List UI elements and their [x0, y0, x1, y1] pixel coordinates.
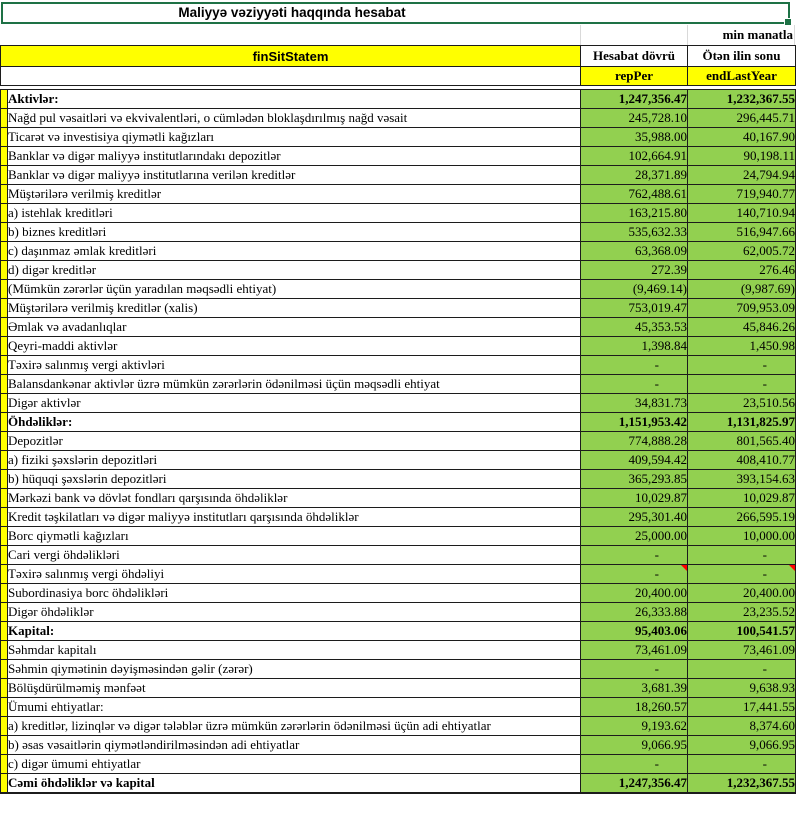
row-marker-cell[interactable]	[1, 736, 8, 755]
row-label-cell[interactable]: b) hüquqi şəxslərin depozitləri	[8, 470, 581, 489]
value-cell[interactable]: 34,831.73	[581, 394, 688, 413]
row-label-cell[interactable]: a) kreditlər, lizinqlər və digər tələblər üzrə mümkün zərərlərin ödənilməsi üçün adi ehtiyatlar	[8, 717, 581, 736]
value-cell[interactable]: 28,371.89	[581, 166, 688, 185]
value-cell[interactable]: 1,450.98	[688, 337, 796, 356]
value-cell[interactable]: 9,066.95	[688, 736, 796, 755]
value-cell[interactable]: 26,333.88	[581, 603, 688, 622]
value-cell[interactable]: 272.39	[581, 261, 688, 280]
row-marker-cell[interactable]	[1, 242, 8, 261]
value-cell[interactable]: 62,005.72	[688, 242, 796, 261]
value-cell[interactable]: 516,947.66	[688, 223, 796, 242]
value-cell[interactable]: 90,198.11	[688, 147, 796, 166]
value-cell[interactable]: 801,565.40	[688, 432, 796, 451]
table-row	[1, 413, 796, 432]
row-marker-cell[interactable]	[1, 128, 8, 147]
row-marker-cell[interactable]	[1, 679, 8, 698]
row-marker-cell[interactable]	[1, 660, 8, 679]
value-cell[interactable]: 1,151,953.42	[581, 413, 688, 432]
row-label-cell[interactable]: Təxirə salınmış vergi aktivləri	[8, 356, 581, 375]
column-header-reporting-period[interactable]: Hesabat dövrü	[581, 46, 688, 67]
gridline	[580, 25, 581, 45]
value-cell[interactable]: 35,988.00	[581, 128, 688, 147]
value-cell[interactable]: 20,400.00	[581, 584, 688, 603]
row-label-cell[interactable]: c) daşınmaz əmlak kreditləri	[8, 242, 581, 261]
table-row	[1, 451, 796, 470]
column-code-reporting-period[interactable]: repPer	[581, 67, 688, 86]
value-cell[interactable]: 245,728.10	[581, 109, 688, 128]
row-label-cell[interactable]: Borc qiymətli kağızları	[8, 527, 581, 546]
row-label-cell[interactable]: Depozitlər	[8, 432, 581, 451]
value-cell[interactable]: 10,029.87	[688, 489, 796, 508]
row-marker-cell[interactable]	[1, 166, 8, 185]
table-row	[1, 698, 796, 717]
table-row	[1, 242, 796, 261]
value-cell[interactable]: 1,247,356.47	[581, 774, 688, 793]
value-cell[interactable]: 24,794.94	[688, 166, 796, 185]
row-marker-cell[interactable]	[1, 584, 8, 603]
table-row	[1, 717, 796, 736]
row-label-cell[interactable]: Qeyri-maddi aktivlər	[8, 337, 581, 356]
value-cell[interactable]: 10,029.87	[581, 489, 688, 508]
table-row	[1, 90, 796, 109]
value-cell[interactable]: -	[688, 375, 796, 394]
row-marker-cell[interactable]	[1, 546, 8, 565]
row-marker-cell[interactable]	[1, 698, 8, 717]
row-marker-cell[interactable]	[1, 565, 8, 584]
value-cell[interactable]: 1,232,367.55	[688, 90, 796, 109]
value-cell[interactable]: 709,953.09	[688, 299, 796, 318]
gridline	[687, 25, 688, 45]
value-cell[interactable]: 408,410.77	[688, 451, 796, 470]
row-marker-cell[interactable]	[1, 394, 8, 413]
value-cell[interactable]: (9,469.14)	[581, 280, 688, 299]
table-row	[1, 603, 796, 622]
value-cell[interactable]: 23,235.52	[688, 603, 796, 622]
table-row	[1, 508, 796, 527]
row-label-cell[interactable]: b) əsas vəsaitlərin qiymətləndirilməsindən adi ehtiyatlar	[8, 736, 581, 755]
value-cell[interactable]: -	[581, 356, 688, 375]
row-marker-cell[interactable]	[1, 356, 8, 375]
row-label-cell[interactable]: Balansdankənar aktivlər üzrə mümkün zərərlərin ödənilməsi üçün məqsədli ehtiyat	[8, 375, 581, 394]
value-cell[interactable]: 40,167.90	[688, 128, 796, 147]
value-cell[interactable]: 17,441.55	[688, 698, 796, 717]
table-row	[1, 660, 796, 679]
value-cell[interactable]: 1,398.84	[581, 337, 688, 356]
row-label-cell[interactable]: Cari vergi öhdəlikləri	[8, 546, 581, 565]
row-label-cell[interactable]: c) digər ümumi ehtiyatlar	[8, 755, 581, 774]
table-row	[1, 280, 796, 299]
value-cell[interactable]: -	[688, 565, 796, 584]
value-cell[interactable]: 753,019.47	[581, 299, 688, 318]
row-marker-cell[interactable]	[1, 470, 8, 489]
value-cell[interactable]: 25,000.00	[581, 527, 688, 546]
column-header-end-last-year[interactable]: Ötən ilin sonu	[688, 46, 796, 67]
row-label-cell[interactable]: Aktivlər:	[8, 90, 581, 109]
value-cell[interactable]: 1,131,825.97	[688, 413, 796, 432]
value-cell[interactable]: 296,445.71	[688, 109, 796, 128]
row-label-cell[interactable]: Bölüşdürülməmiş mənfəət	[8, 679, 581, 698]
row-marker-cell[interactable]	[1, 223, 8, 242]
row-label-cell[interactable]: a) istehlak kreditləri	[8, 204, 581, 223]
table-row	[1, 489, 796, 508]
row-marker-cell[interactable]	[1, 109, 8, 128]
row-marker-cell[interactable]	[1, 774, 8, 793]
financial-statement-table	[0, 45, 796, 794]
row-marker-cell[interactable]	[1, 147, 8, 166]
value-cell[interactable]: 393,154.63	[688, 470, 796, 489]
row-marker-cell[interactable]	[1, 717, 8, 736]
value-cell[interactable]: 1,232,367.55	[688, 774, 796, 793]
row-marker-cell[interactable]	[1, 641, 8, 660]
comment-marker-icon	[789, 565, 795, 571]
value-cell[interactable]: 18,260.57	[581, 698, 688, 717]
value-cell[interactable]: 100,541.57	[688, 622, 796, 641]
value-cell[interactable]: (9,987.69)	[688, 280, 796, 299]
table-row	[1, 755, 796, 774]
table-row	[1, 261, 796, 280]
empty-cell[interactable]	[1, 67, 581, 86]
row-label-cell[interactable]: Əmlak və avadanlıqlar	[8, 318, 581, 337]
row-label-cell[interactable]: Mərkəzi bank və dövlət fondları qarşısında öhdəliklər	[8, 489, 581, 508]
table-row	[1, 318, 796, 337]
row-marker-cell[interactable]	[1, 527, 8, 546]
table-row	[1, 299, 796, 318]
row-label-cell[interactable]: Digər öhdəliklər	[8, 603, 581, 622]
value-cell[interactable]: 9,638.93	[688, 679, 796, 698]
table-row	[1, 128, 796, 147]
selected-title-cell[interactable]	[1, 2, 790, 24]
row-marker-cell[interactable]	[1, 489, 8, 508]
row-label-cell[interactable]: Öhdəliklər:	[8, 413, 581, 432]
row-label-cell[interactable]: Subordinasiya borc öhdəlikləri	[8, 584, 581, 603]
table-row	[1, 679, 796, 698]
value-cell[interactable]: 163,215.80	[581, 204, 688, 223]
value-cell[interactable]: -	[581, 565, 688, 584]
value-cell[interactable]: 45,846.26	[688, 318, 796, 337]
table-row	[1, 774, 796, 793]
row-marker-cell[interactable]	[1, 413, 8, 432]
row-marker-cell[interactable]	[1, 432, 8, 451]
row-marker-cell[interactable]	[1, 204, 8, 223]
value-cell[interactable]: 9,066.95	[581, 736, 688, 755]
row-label-cell[interactable]: Səhmin qiymətinin dəyişməsindən gəlir (zərər)	[8, 660, 581, 679]
value-cell[interactable]: -	[688, 755, 796, 774]
row-label-cell[interactable]: Nağd pul vəsaitləri və ekvivalentləri, o cümlədən bloklaşdırılmış nağd vəsait	[8, 109, 581, 128]
value-cell[interactable]: -	[581, 660, 688, 679]
table-row	[1, 470, 796, 489]
value-cell[interactable]: 762,488.61	[581, 185, 688, 204]
value-cell[interactable]: 20,400.00	[688, 584, 796, 603]
table-row	[1, 432, 796, 451]
value-cell[interactable]: -	[581, 755, 688, 774]
row-label-cell[interactable]: Müştərilərə verilmiş kreditlər	[8, 185, 581, 204]
table-row	[1, 223, 796, 242]
value-cell[interactable]: 266,595.19	[688, 508, 796, 527]
row-marker-cell[interactable]	[1, 337, 8, 356]
value-cell[interactable]: 73,461.09	[581, 641, 688, 660]
row-marker-cell[interactable]	[1, 755, 8, 774]
table-row	[1, 166, 796, 185]
table-row	[1, 375, 796, 394]
table-row	[1, 584, 796, 603]
value-cell[interactable]: -	[688, 660, 796, 679]
value-cell[interactable]: 276.46	[688, 261, 796, 280]
table-row	[1, 109, 796, 128]
row-marker-cell[interactable]	[1, 280, 8, 299]
row-label-cell[interactable]: Kapital:	[8, 622, 581, 641]
value-cell[interactable]: 95,403.06	[581, 622, 688, 641]
value-cell[interactable]: 10,000.00	[688, 527, 796, 546]
row-marker-cell[interactable]	[1, 299, 8, 318]
value-cell[interactable]: 365,293.85	[581, 470, 688, 489]
table-row	[1, 736, 796, 755]
value-cell[interactable]: 774,888.28	[581, 432, 688, 451]
row-marker-cell[interactable]	[1, 451, 8, 470]
value-cell[interactable]: 535,632.33	[581, 223, 688, 242]
row-label-cell[interactable]: (Mümkün zərərlər üçün yaradılan məqsədli ehtiyat)	[8, 280, 581, 299]
header-row	[1, 46, 796, 67]
row-marker-cell[interactable]	[1, 622, 8, 641]
row-label-cell[interactable]: Banklar və digər maliyyə institutlarındakı depozitlər	[8, 147, 581, 166]
value-cell[interactable]: 719,940.77	[688, 185, 796, 204]
table-row	[1, 622, 796, 641]
row-label-cell[interactable]: Cəmi öhdəliklər və kapital	[8, 774, 581, 793]
value-cell[interactable]: 63,368.09	[581, 242, 688, 261]
row-label-cell[interactable]: Kredit təşkilatları və digər maliyyə institutları qarşısında öhdəliklər	[8, 508, 581, 527]
value-cell[interactable]: 9,193.62	[581, 717, 688, 736]
value-cell[interactable]: 8,374.60	[688, 717, 796, 736]
table-row	[1, 204, 796, 223]
table-row	[1, 356, 796, 375]
value-cell[interactable]: 45,353.53	[581, 318, 688, 337]
report-title: Maliyyə vəziyyəti haqqında hesabat	[178, 5, 406, 20]
value-cell[interactable]: -	[581, 546, 688, 565]
value-cell[interactable]: -	[688, 356, 796, 375]
table-row	[1, 546, 796, 565]
value-cell[interactable]: -	[688, 546, 796, 565]
value-cell[interactable]: 102,664.91	[581, 147, 688, 166]
gridline	[794, 25, 795, 45]
row-marker-cell[interactable]	[1, 375, 8, 394]
table-row	[1, 641, 796, 660]
row-marker-cell[interactable]	[1, 603, 8, 622]
row-label-cell[interactable]: Müştərilərə verilmiş kreditlər (xalis)	[8, 299, 581, 318]
row-label-cell[interactable]: Ticarət və investisiya qiymətli kağızları	[8, 128, 581, 147]
row-label-cell[interactable]: Səhmdar kapitalı	[8, 641, 581, 660]
table-row	[1, 565, 796, 584]
table-row	[1, 394, 796, 413]
value-cell[interactable]: 409,594.42	[581, 451, 688, 470]
row-marker-cell[interactable]	[1, 261, 8, 280]
row-label-cell[interactable]: Ümumi ehtiyatlar:	[8, 698, 581, 717]
value-cell[interactable]: -	[581, 375, 688, 394]
code-row	[1, 67, 796, 86]
row-label-cell[interactable]: Banklar və digər maliyyə institutlarına verilən kreditlər	[8, 166, 581, 185]
value-cell[interactable]: 23,510.56	[688, 394, 796, 413]
row-marker-cell[interactable]	[1, 318, 8, 337]
row-marker-cell[interactable]	[1, 508, 8, 527]
table-row	[1, 527, 796, 546]
value-cell[interactable]: 3,681.39	[581, 679, 688, 698]
comment-marker-icon	[681, 565, 687, 571]
unit-note: min manatla	[722, 27, 793, 42]
row-marker-cell[interactable]	[1, 185, 8, 204]
row-label-cell[interactable]: b) biznes kreditləri	[8, 223, 581, 242]
value-cell[interactable]: 73,461.09	[688, 641, 796, 660]
form-code-cell[interactable]: finSitStatem	[1, 46, 581, 67]
table-row	[1, 147, 796, 166]
table-row	[1, 337, 796, 356]
row-label-cell[interactable]: a) fiziki şəxslərin depozitləri	[8, 451, 581, 470]
row-label-cell[interactable]: d) digər kreditlər	[8, 261, 581, 280]
row-label-cell[interactable]: Digər aktivlər	[8, 394, 581, 413]
value-cell[interactable]: 1,247,356.47	[581, 90, 688, 109]
row-marker-cell[interactable]	[1, 90, 8, 109]
column-code-end-last-year[interactable]: endLastYear	[688, 67, 796, 86]
value-cell[interactable]: 295,301.40	[581, 508, 688, 527]
value-cell[interactable]: 140,710.94	[688, 204, 796, 223]
row-label-cell[interactable]: Təxirə salınmış vergi öhdəliyi	[8, 565, 581, 584]
table-row	[1, 185, 796, 204]
